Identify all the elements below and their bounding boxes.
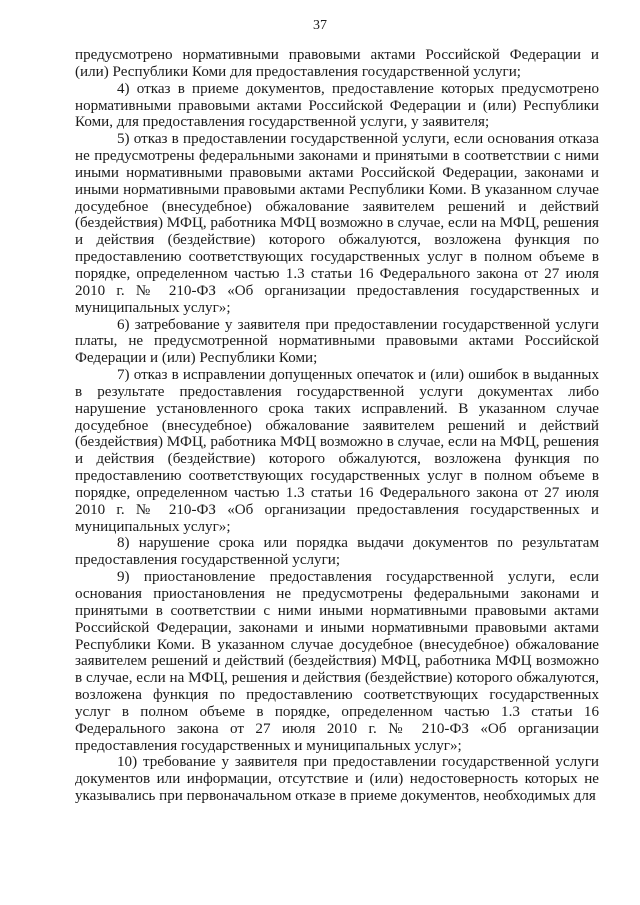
paragraph-item-5: 5) отказ в предоставлении государственной услуги, если основания отказа не предусмотрены федеральными законами и принятыми в соответствии с ними иными нормативными правовыми актами Российской Федерации, законами и иными нормативными правовыми актами Республики Коми. В указанном случае досудебное (внесудебное) обжалование заявителем решений и действий (бездействия) МФЦ, работника МФЦ возможно в случае, если на МФЦ, решения и действия (бездействие) которого обжалуются, возложена функция по предоставлению соответствующих государственных услуг в полном объеме в порядке, определенном частью 1.3 статьи 16 Федерального закона от 27 июля 2010 г. № 210-ФЗ «Об организации предоставления государственных и муниципальных услуг»;	[75, 131, 599, 316]
paragraph-item-6: 6) затребование у заявителя при предоставлении государственной услуги платы, не предусмотренной нормативными правовыми актами Российской Федерации и (или) Республики Коми;	[75, 316, 599, 367]
paragraph-item-4: 4) отказ в приеме документов, предоставление которых предусмотрено нормативными правовыми актами Российской Федерации и (или) Республики Коми, для предоставления государственной услуги, у заявителя;	[75, 80, 599, 131]
page-number: 37	[313, 18, 327, 33]
paragraph-continuation: предусмотрено нормативными правовыми актами Российской Федерации и (или) Республики Коми для предоставления государственной услуги;	[75, 47, 599, 80]
paragraph-item-9: 9) приостановление предоставления государственной услуги, если основания приостановления не предусмотрены федеральными законами и принятыми в соответствии с ними иными нормативными правовыми актами Российской Федерации, законами и иными нормативными правовыми актами Республики Коми. В указанном случае досудебное (внесудебное) обжалование заявителем решений и действий (бездействия) МФЦ, работника МФЦ возможно в случае, если на МФЦ, решения и действия (бездействие) которого обжалуются, возложена функция по предоставлению соответствующих государственных услуг в полном объеме в порядке, определенном частью 1.3 статьи 16 Федерального закона от 27 июля 2010 г. № 210-ФЗ «Об организации предоставления государственных и муниципальных услуг»;	[75, 569, 599, 754]
paragraph-item-8: 8) нарушение срока или порядка выдачи документов по результатам предоставления государственной услуги;	[75, 535, 599, 569]
paragraph-item-10: 10) требование у заявителя при предоставлении государственной услуги документов или информации, отсутствие и (или) недостоверность которых не указывались при первоначальном отказе в приеме документов, необходимых для	[75, 754, 599, 805]
paragraph-item-7: 7) отказ в исправлении допущенных опечаток и (или) ошибок в выданных в результате предоставления государственной услуги документах либо нарушение установленного срока таких исправлений. В указанном случае досудебное (внесудебное) обжалование заявителем решений и действий (бездействия) МФЦ, работника МФЦ возможно в случае, если на МФЦ, решения и действия (бездействие) которого обжалуются, возложена функция по предоставлению соответствующих государственных услуг в полном объеме в порядке, определенном частью 1.3 статьи 16 Федерального закона от 27 июля 2010 г. № 210-ФЗ «Об организации предоставления государственных и муниципальных услуг»;	[75, 367, 599, 535]
document-body	[75, 47, 599, 805]
